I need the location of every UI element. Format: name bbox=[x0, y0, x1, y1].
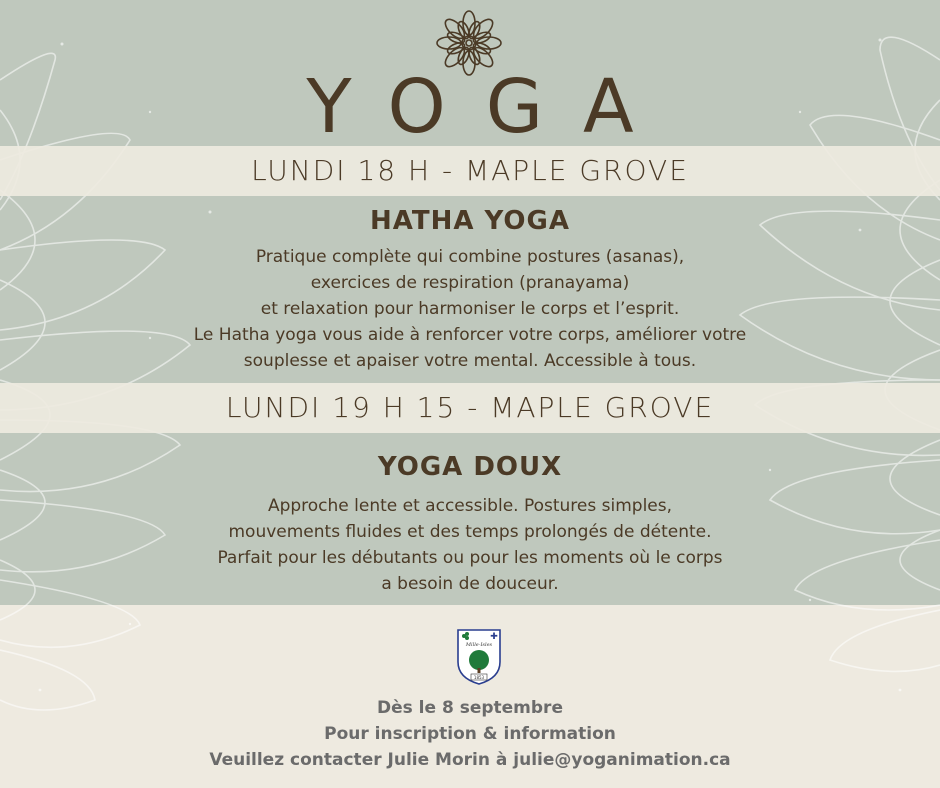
class-description-doux bbox=[0, 493, 940, 597]
footer-registration: Pour inscription & information bbox=[324, 724, 616, 744]
svg-text:✚: ✚ bbox=[490, 632, 498, 642]
schedule-doux: LUNDI 19 H 15 - MAPLE GROVE bbox=[225, 391, 715, 424]
page-title: YOGA bbox=[306, 64, 674, 150]
footer-start-date: Dès le 8 septembre bbox=[377, 698, 563, 718]
footer-contact: Veuillez contacter Julie Morin à julie@yoganimation.ca bbox=[209, 750, 731, 770]
class-title-doux: YOGA DOUX bbox=[377, 452, 563, 482]
description-line: et relaxation pour harmoniser le corps et l’esprit. bbox=[260, 299, 680, 319]
description-line: Pratique complète qui combine postures (asanas), bbox=[255, 247, 685, 267]
description-line: exercices de respiration (pranayama) bbox=[310, 273, 630, 293]
description-line: Approche lente et accessible. Postures simples, bbox=[267, 496, 673, 516]
crest-year: 1853 bbox=[473, 675, 485, 680]
schedule-hatha: LUNDI 18 H - MAPLE GROVE bbox=[251, 154, 689, 187]
footer-info bbox=[0, 695, 940, 773]
crest-name: Mille-Isles bbox=[465, 642, 493, 648]
description-line: mouvements fluides et des temps prolongés de détente. bbox=[228, 522, 712, 542]
class-title-hatha: HATHA YOGA bbox=[370, 206, 570, 236]
description-line: souplesse et apaiser votre mental. Accessible à tous. bbox=[243, 351, 697, 371]
description-line: Parfait pour les débutants ou pour les moments où le corps bbox=[217, 548, 723, 568]
class-description-hatha bbox=[0, 244, 940, 374]
description-line: a besoin de douceur. bbox=[381, 574, 559, 594]
description-line: Le Hatha yoga vous aide à renforcer votre corps, améliorer votre bbox=[193, 325, 747, 345]
municipal-crest-icon bbox=[456, 628, 502, 686]
